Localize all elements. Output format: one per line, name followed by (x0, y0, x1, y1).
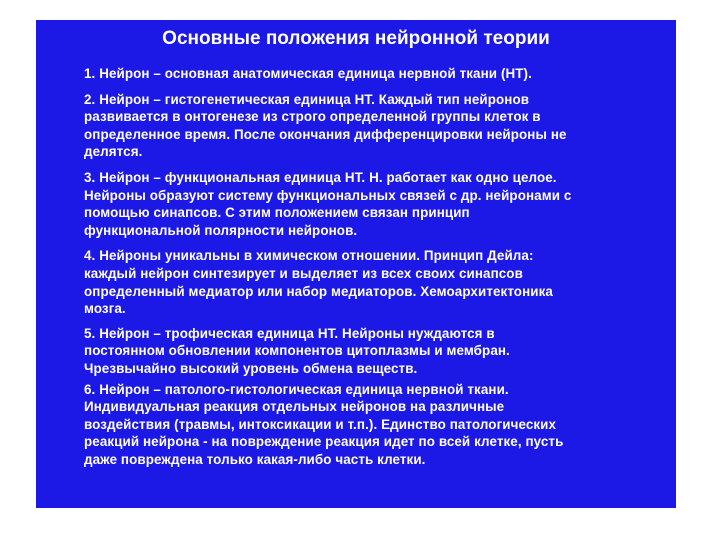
point-line: помощью синапсов. С этим положением связан принцип (84, 205, 470, 221)
point-line: Индивидуальная реакция отдельных нейронов на различные (84, 399, 505, 415)
point-line: делятся. (84, 144, 143, 160)
point-line: 2. Нейрон – гистогенетическая единица НТ. Каждый тип нейронов (84, 91, 530, 107)
theory-point-1 (84, 65, 666, 83)
theory-point-2 (84, 91, 666, 161)
point-line: даже повреждена только какая-либо часть клетки. (84, 451, 426, 467)
theory-point-5 (84, 325, 666, 378)
point-line: каждый нейрон синтезирует и выделяет из всех своих синапсов (84, 265, 523, 281)
theory-points-list (84, 65, 666, 468)
theory-point-6 (84, 381, 666, 469)
point-line: 1. Нейрон – основная анатомическая единица нервной ткани (НТ). (84, 66, 532, 81)
point-line: определенное время. После окончания дифференцировки нейроны не (84, 126, 567, 142)
point-line: определенный медиатор или набор медиаторов. Хемоархитектоника (84, 283, 553, 299)
point-line: воздействия (травмы, интоксикации и т.п.). Единство патологических (84, 416, 557, 432)
point-line: Нейроны образуют систему функциональных связей с др. нейронами с (84, 187, 572, 203)
point-line: 3. Нейрон – функциональная единица НТ. Н. работает как одно целое. (84, 169, 557, 185)
slide-title: Основные положения нейронной теории (162, 28, 550, 49)
point-line: 6. Нейрон – патолого-гистологическая единица нервной ткани. (84, 381, 509, 397)
theory-point-4 (84, 247, 666, 317)
slide (36, 20, 676, 508)
point-line: мозга. (84, 301, 126, 317)
point-line: развивается в онтогенезе из строго определенной группы клеток в (84, 109, 541, 125)
point-line: Чрезвычайно высокий уровень обмена веществ. (84, 360, 418, 376)
point-line: реакций нейрона - на повреждение реакция идет по всей клетке, пусть (84, 434, 564, 450)
theory-point-3 (84, 169, 666, 239)
point-line: постоянном обновлении компонентов цитоплазмы и мембран. (84, 343, 510, 359)
point-line: 5. Нейрон – трофическая единица НТ. Нейроны нуждаются в (84, 325, 495, 341)
point-line: 4. Нейроны уникальны в химическом отношении. Принцип Дейла: (84, 248, 534, 264)
point-line: функциональной полярности нейронов. (84, 222, 358, 238)
